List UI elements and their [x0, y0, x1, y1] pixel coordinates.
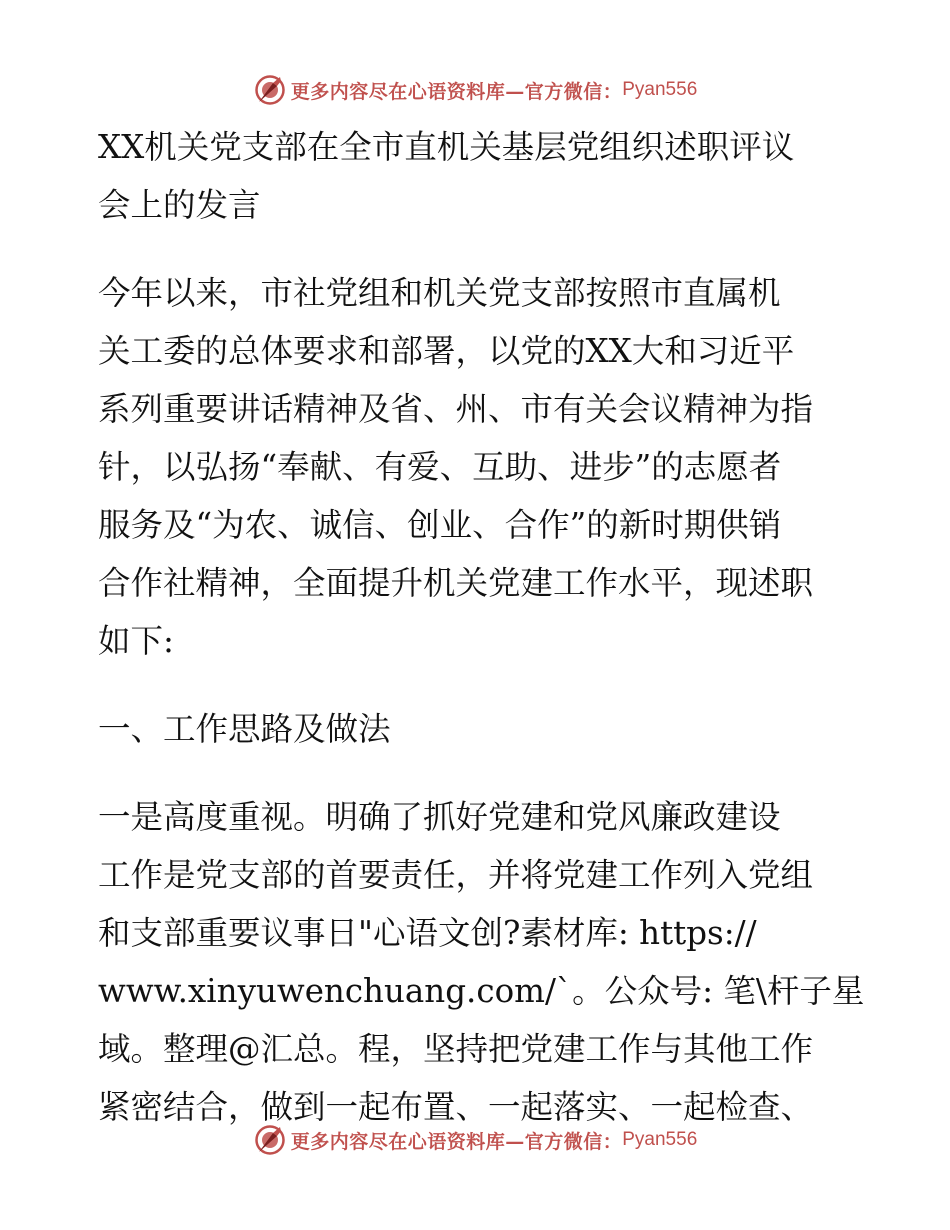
section-heading: 一、工作思路及做法 — [98, 710, 391, 748]
brand-logo-icon — [253, 73, 287, 107]
paragraph-line: www.xinyuwenchuang.com/`。公众号: 笔\杆子星 — [98, 972, 865, 1010]
banner-wechat-id: Pyan556 — [622, 79, 698, 100]
paragraph-line: 合作社精神，全面提升机关党建工作水平，现述职 — [98, 564, 814, 602]
paragraph-line: 服务及“为农、诚信、创业、合作”的新时期供销 — [98, 506, 782, 544]
paragraph-line: 系列重要讲话精神及省、州、市有关会议精神为指 — [98, 390, 814, 428]
footer-banner — [0, 1122, 950, 1158]
paragraph-line: 关工委的总体要求和部署，以党的XX大和习近平 — [98, 332, 795, 370]
paragraph-line: 今年以来，市社党组和机关党支部按照市直属机 — [98, 274, 781, 312]
paragraph-line: 一是高度重视。明确了抓好党建和党风廉政建设 — [98, 798, 781, 836]
header-banner — [0, 72, 950, 108]
paragraph-line: 和支部重要议事日"心语文创?素材库: https:// — [98, 914, 757, 952]
document-body — [98, 118, 865, 1136]
banner-text: 更多内容尽在心语资料库—官方微信： — [290, 80, 623, 103]
banner-text: 更多内容尽在心语资料库—官方微信： — [290, 1130, 623, 1153]
paragraph-line: 针，以弘扬“奉献、有爱、互助、进步”的志愿者 — [98, 448, 782, 486]
paragraph-line: 域。整理@汇总。程，坚持把党建工作与其他工作 — [98, 1030, 814, 1068]
paragraph-line: 工作是党支部的首要责任，并将党建工作列入党组 — [98, 856, 814, 894]
banner-wechat-id: Pyan556 — [622, 1129, 698, 1150]
paragraph-line: 紧密结合，做到一起布置、一起落实、一起检查、 — [98, 1088, 814, 1126]
paragraph-line: 如下: — [98, 622, 174, 660]
document-title-line: 会上的发言 — [98, 186, 261, 224]
document-title-line: XX机关党支部在全市直机关基层党组织述职评议 — [98, 128, 795, 166]
brand-logo-icon — [253, 1123, 287, 1157]
